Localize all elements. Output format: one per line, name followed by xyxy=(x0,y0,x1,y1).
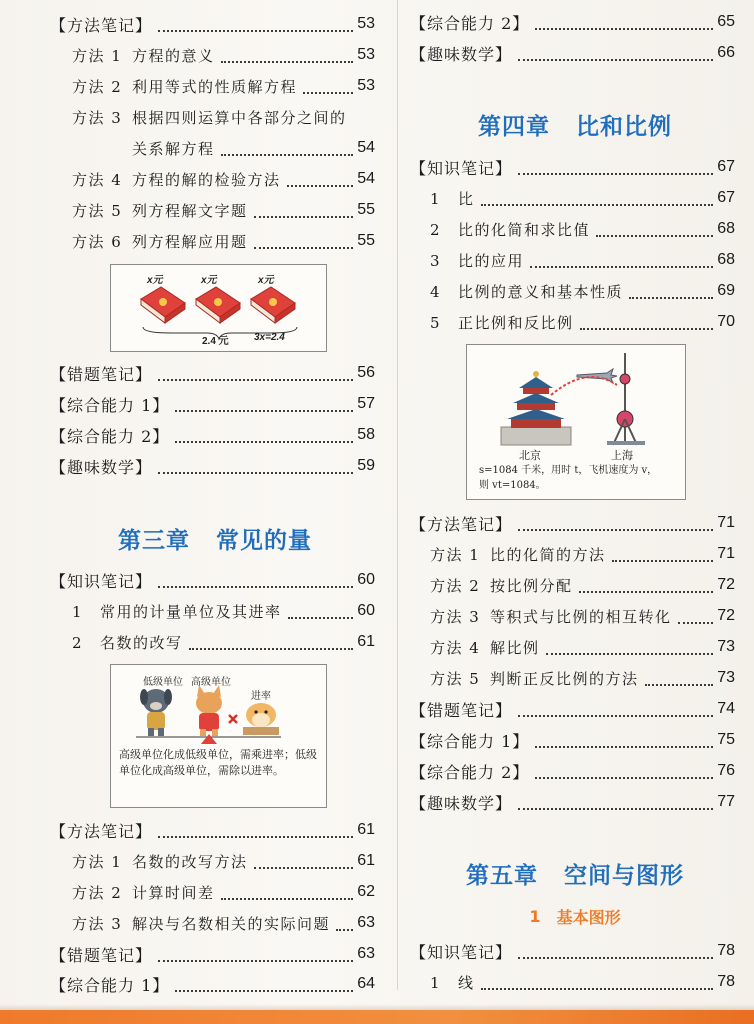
entry-page: 61 xyxy=(357,821,375,838)
entry-page: 71 xyxy=(717,545,735,562)
entry-page: 72 xyxy=(717,576,735,593)
entry-title: 方程的意义 xyxy=(132,46,215,65)
leader-dots xyxy=(518,714,713,717)
entry-number: 方法 3 xyxy=(430,607,481,626)
entry-label xyxy=(430,972,475,993)
entry-page: 74 xyxy=(717,700,735,717)
toc-entry[interactable] xyxy=(50,940,375,968)
cross-icon xyxy=(229,715,237,723)
toc-entry[interactable] xyxy=(430,308,735,336)
entry-label xyxy=(72,107,347,128)
toc-entry[interactable] xyxy=(410,509,735,537)
equation-label: 3x=2.4 xyxy=(254,332,285,343)
entry-title: 常用的计量单位及其进率 xyxy=(100,602,282,621)
leader-dots xyxy=(175,409,353,412)
leader-dots xyxy=(175,440,353,443)
toc-entry[interactable] xyxy=(430,277,735,305)
hamster-icon xyxy=(243,703,279,735)
entry-label: 【错题笔记】 xyxy=(410,700,513,720)
animals-drawing xyxy=(111,665,324,745)
entry-number: 2 xyxy=(430,220,442,239)
entry-page: 53 xyxy=(357,77,375,94)
airplane-icon xyxy=(551,369,617,395)
entry-page: 73 xyxy=(717,638,735,655)
entry-title: 名数的改写方法 xyxy=(132,852,248,871)
toc-entry-line1[interactable] xyxy=(72,103,375,131)
toc-entry[interactable] xyxy=(430,571,735,599)
entry-title: 方程的解的检验方法 xyxy=(132,170,281,189)
toc-entry[interactable] xyxy=(50,970,375,998)
entry-page: 60 xyxy=(357,571,375,588)
entry-label: 【综合能力 2】 xyxy=(50,426,170,446)
entry-number: 1 xyxy=(430,189,442,208)
toc-entry[interactable] xyxy=(410,39,735,67)
entry-title-continued: 关系解方程 xyxy=(132,139,215,158)
entry-page: 76 xyxy=(717,762,735,779)
toc-entry[interactable] xyxy=(410,8,735,36)
entry-label: 【方法笔记】 xyxy=(410,514,513,534)
entry-label xyxy=(72,231,248,252)
chapter-title: 空间与图形 xyxy=(564,862,684,889)
entry-label: 【趣味数学】 xyxy=(410,793,513,813)
toc-entry[interactable] xyxy=(72,628,375,656)
toc-entry[interactable] xyxy=(410,757,735,785)
entry-number: 2 xyxy=(72,633,84,652)
toc-entry[interactable] xyxy=(72,227,375,255)
leader-dots xyxy=(535,776,713,779)
entry-page: 63 xyxy=(357,914,375,931)
toc-entry[interactable] xyxy=(410,153,735,181)
leader-dots xyxy=(254,866,354,869)
toc-entry[interactable] xyxy=(72,41,375,69)
leader-dots xyxy=(336,928,353,931)
chapter-heading[interactable] xyxy=(420,104,730,144)
book-icon xyxy=(196,287,240,323)
leader-dots xyxy=(158,471,353,474)
entry-page: 60 xyxy=(357,602,375,619)
entry-label: 【综合能力 1】 xyxy=(50,395,170,415)
chapter-number: 第五章 xyxy=(466,862,538,889)
entry-label xyxy=(430,668,639,689)
book-icon xyxy=(141,287,185,323)
entry-title: 利用等式的性质解方程 xyxy=(132,77,298,96)
entry-page: 72 xyxy=(717,607,735,624)
entry-title: 判断正反比例的方法 xyxy=(490,669,639,688)
flight-caption-line1: s=1084 千米，用时 t，飞机速度为 v， xyxy=(479,465,658,476)
entry-label xyxy=(72,45,215,66)
leader-dots xyxy=(288,616,354,619)
temple-of-heaven-icon xyxy=(501,371,571,445)
entry-label: 【综合能力 2】 xyxy=(410,13,530,33)
flight-caption-line2: 则 vt=1084。 xyxy=(479,480,546,491)
leader-dots xyxy=(530,265,713,268)
rate-label: 进率 xyxy=(251,691,271,702)
entry-title: 名数的改写 xyxy=(100,633,183,652)
entry-label xyxy=(430,575,573,596)
unit-conversion-illustration xyxy=(110,664,327,808)
leader-dots xyxy=(546,652,714,655)
entry-page: 77 xyxy=(717,793,735,810)
entry-label: 【知识笔记】 xyxy=(410,942,513,962)
entry-number: 方法 1 xyxy=(430,545,481,564)
leader-dots xyxy=(303,91,353,94)
toc-entry[interactable] xyxy=(50,421,375,449)
entry-label: 【综合能力 1】 xyxy=(50,975,170,995)
entry-page: 53 xyxy=(357,46,375,63)
entry-label: 【方法笔记】 xyxy=(50,15,153,35)
entry-label xyxy=(430,281,623,302)
toc-entry[interactable] xyxy=(430,184,735,212)
toc-entry[interactable] xyxy=(72,878,375,906)
entry-number: 方法 2 xyxy=(72,77,123,96)
leader-dots xyxy=(518,58,713,61)
toc-entry[interactable] xyxy=(430,664,735,692)
entry-number: 方法 4 xyxy=(72,170,123,189)
toc-entry[interactable] xyxy=(50,566,375,594)
entry-label: 【知识笔记】 xyxy=(50,571,153,591)
toc-entry[interactable] xyxy=(50,816,375,844)
entry-page: 55 xyxy=(357,232,375,249)
entry-title: 根据四则运算中各部分之间的 xyxy=(132,108,347,127)
entry-label xyxy=(72,601,282,622)
entry-title: 线 xyxy=(458,973,475,992)
entry-page: 54 xyxy=(357,170,375,187)
chapter-number: 第三章 xyxy=(118,527,190,554)
entry-title: 列方程解应用题 xyxy=(132,232,248,251)
entry-label xyxy=(430,188,475,209)
entry-page: 67 xyxy=(717,158,735,175)
entry-label: 【错题笔记】 xyxy=(50,364,153,384)
toc-entry-line2[interactable] xyxy=(132,134,375,162)
entry-label xyxy=(72,632,183,653)
city-label-shanghai: 上海 xyxy=(611,449,633,462)
toc-entry[interactable] xyxy=(430,246,735,274)
entry-number: 4 xyxy=(430,282,442,301)
entry-page: 78 xyxy=(717,973,735,990)
entry-page: 59 xyxy=(357,457,375,474)
book-price-label: x元 xyxy=(201,275,217,286)
subchapter-title: 基本图形 xyxy=(556,907,621,927)
entry-number: 1 xyxy=(72,602,84,621)
entry-label xyxy=(430,544,606,565)
entry-label: 【方法笔记】 xyxy=(50,821,153,841)
leader-dots xyxy=(678,621,714,624)
entry-label: 【趣味数学】 xyxy=(50,457,153,477)
entry-label xyxy=(72,169,281,190)
entry-label xyxy=(72,200,248,221)
toc-entry[interactable] xyxy=(410,788,735,816)
entry-title: 比的应用 xyxy=(458,251,525,270)
toc-entry[interactable] xyxy=(430,968,735,996)
entry-page: 67 xyxy=(717,189,735,206)
entry-page: 69 xyxy=(717,282,735,299)
toc-entry[interactable] xyxy=(410,695,735,723)
entry-page: 62 xyxy=(357,883,375,900)
entry-page: 61 xyxy=(357,852,375,869)
leader-dots xyxy=(221,897,354,900)
entry-page: 71 xyxy=(717,514,735,531)
entry-page: 65 xyxy=(717,13,735,30)
leader-dots xyxy=(254,215,354,218)
chapter-number: 第四章 xyxy=(478,113,550,140)
chapter-heading[interactable] xyxy=(60,518,370,558)
entry-number: 方法 3 xyxy=(72,914,123,933)
leader-dots xyxy=(287,184,354,187)
entry-label xyxy=(72,76,297,97)
cat-icon xyxy=(196,685,222,736)
toc-entry[interactable] xyxy=(72,909,375,937)
leader-dots xyxy=(189,647,354,650)
entry-page: 75 xyxy=(717,731,735,748)
toc-entry[interactable] xyxy=(430,215,735,243)
leader-dots xyxy=(518,172,713,175)
leader-dots xyxy=(579,590,714,593)
entry-label: 【综合能力 2】 xyxy=(410,762,530,782)
entry-number: 1 xyxy=(430,973,442,992)
entry-title: 解决与名数相关的实际问题 xyxy=(132,914,331,933)
leader-dots xyxy=(481,203,714,206)
entry-title: 列方程解文字题 xyxy=(132,201,248,220)
entry-number: 方法 2 xyxy=(72,883,123,902)
subchapter-heading[interactable] xyxy=(420,902,730,930)
entry-number: 方法 5 xyxy=(72,201,123,220)
entry-page: 66 xyxy=(717,44,735,61)
dog-icon xyxy=(140,689,172,736)
books-illustration xyxy=(110,264,327,352)
toc-entry[interactable] xyxy=(72,597,375,625)
leader-dots xyxy=(535,745,713,748)
entry-label xyxy=(430,606,672,627)
entry-page: 68 xyxy=(717,220,735,237)
entry-page: 73 xyxy=(717,669,735,686)
leader-dots xyxy=(518,807,713,810)
leader-dots xyxy=(518,528,713,531)
entry-page: 57 xyxy=(357,395,375,412)
leader-dots xyxy=(481,987,714,990)
leader-dots xyxy=(645,683,714,686)
entry-title: 正比例和反比例 xyxy=(458,313,574,332)
entry-title: 比例的意义和基本性质 xyxy=(458,282,624,301)
leader-dots xyxy=(535,27,713,30)
toc-entry[interactable] xyxy=(50,359,375,387)
entry-label xyxy=(430,312,574,333)
entry-page: 58 xyxy=(357,426,375,443)
entry-title: 比的化简的方法 xyxy=(490,545,606,564)
book-icon xyxy=(251,287,295,323)
entry-page: 63 xyxy=(357,945,375,962)
leader-dots xyxy=(158,835,353,838)
leader-dots xyxy=(612,559,714,562)
entry-title: 计算时间差 xyxy=(132,883,215,902)
entry-page: 55 xyxy=(357,201,375,218)
entry-page: 61 xyxy=(357,633,375,650)
column-divider xyxy=(397,0,398,990)
entry-title: 按比例分配 xyxy=(490,576,573,595)
entry-page: 56 xyxy=(357,364,375,381)
entry-number: 3 xyxy=(430,251,442,270)
subchapter-number: 1 xyxy=(529,906,541,926)
entry-number: 5 xyxy=(430,313,442,332)
leader-dots xyxy=(158,585,353,588)
entry-title: 比的化简和求比值 xyxy=(458,220,591,239)
entry-page: 54 xyxy=(357,139,375,156)
entry-label xyxy=(430,250,524,271)
leader-dots xyxy=(221,60,354,63)
entry-label xyxy=(72,851,248,872)
toc-entry[interactable] xyxy=(430,540,735,568)
leader-dots xyxy=(175,989,353,992)
entry-number: 方法 6 xyxy=(72,232,123,251)
leader-dots xyxy=(221,153,354,156)
leader-dots xyxy=(254,246,354,249)
entry-number: 方法 5 xyxy=(430,669,481,688)
flight-illustration xyxy=(466,344,686,500)
toc-entry[interactable] xyxy=(72,165,375,193)
entry-label: 【综合能力 1】 xyxy=(410,731,530,751)
entry-label: 【错题笔记】 xyxy=(50,945,153,965)
total-price-label: 2.4 元 xyxy=(202,336,229,347)
toc-entry[interactable] xyxy=(72,196,375,224)
toc-entry[interactable] xyxy=(410,726,735,754)
oriental-pearl-tower-icon xyxy=(607,353,645,445)
toc-entry[interactable] xyxy=(72,847,375,875)
entry-title: 等积式与比例的相互转化 xyxy=(490,607,672,626)
entry-number: 方法 4 xyxy=(430,638,481,657)
leader-dots xyxy=(158,959,353,962)
entry-label: 【知识笔记】 xyxy=(410,158,513,178)
entry-page: 64 xyxy=(357,975,375,992)
high-unit-label: 高级单位 xyxy=(191,677,231,688)
chapter-title: 比和比例 xyxy=(576,113,672,140)
entry-label xyxy=(72,913,330,934)
cities-drawing xyxy=(467,345,683,455)
unit-caption: 高级单位化成低级单位，需乘进率；低级单位化成高级单位，需除以进率。 xyxy=(119,748,317,777)
chapter-heading[interactable] xyxy=(420,853,730,893)
toc-entry[interactable] xyxy=(72,72,375,100)
entry-label xyxy=(430,637,540,658)
entry-page: 78 xyxy=(717,942,735,959)
entry-page: 53 xyxy=(357,15,375,32)
entry-label xyxy=(430,219,590,240)
book-price-label: x元 xyxy=(147,275,163,286)
entry-title: 解比例 xyxy=(490,638,540,657)
page-edge-strip xyxy=(0,1010,754,1024)
toc-entry[interactable] xyxy=(430,602,735,630)
chapter-title: 常见的量 xyxy=(216,527,312,554)
city-label-beijing: 北京 xyxy=(519,449,541,462)
toc-entry[interactable] xyxy=(430,633,735,661)
entry-label xyxy=(72,882,215,903)
toc-entry[interactable] xyxy=(50,390,375,418)
leader-dots xyxy=(629,296,713,299)
entry-label: 【趣味数学】 xyxy=(410,44,513,64)
leader-dots xyxy=(158,378,353,381)
entry-number: 方法 1 xyxy=(72,852,123,871)
leader-dots xyxy=(518,956,713,959)
toc-entry[interactable] xyxy=(50,452,375,480)
toc-entry[interactable] xyxy=(50,10,375,38)
low-unit-label: 低级单位 xyxy=(143,677,183,688)
book-price-label: x元 xyxy=(258,275,274,286)
toc-entry[interactable] xyxy=(410,937,735,965)
entry-number: 方法 2 xyxy=(430,576,481,595)
entry-page: 68 xyxy=(717,251,735,268)
entry-number: 方法 1 xyxy=(72,46,123,65)
entry-page: 70 xyxy=(717,313,735,330)
leader-dots xyxy=(580,327,714,330)
entry-title: 比 xyxy=(458,189,475,208)
leader-dots xyxy=(596,234,713,237)
entry-number: 方法 3 xyxy=(72,108,123,127)
leader-dots xyxy=(158,29,353,32)
